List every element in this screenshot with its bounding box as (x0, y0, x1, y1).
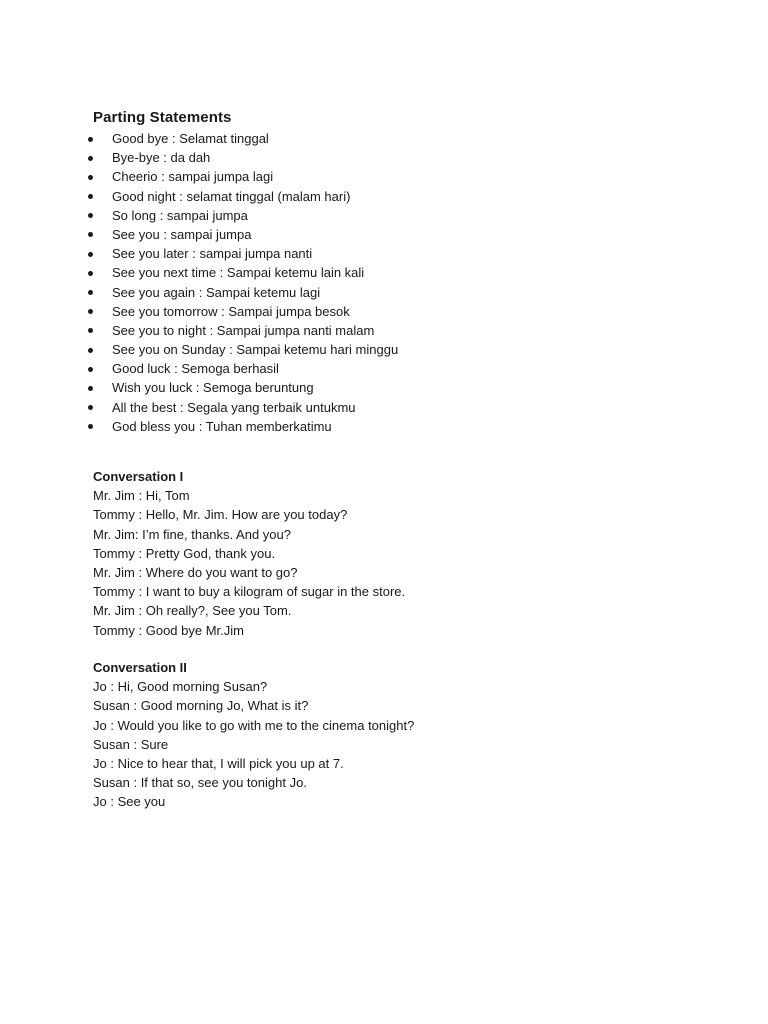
dialogue-line: Jo : Nice to hear that, I will pick you up at 7. (93, 755, 344, 771)
bullet-icon (88, 328, 93, 333)
page-title: Parting Statements (93, 109, 232, 126)
statement-text: Good luck : Semoga berhasil (112, 361, 279, 377)
bullet-icon (88, 213, 93, 218)
list-item (88, 225, 398, 244)
statement-text: See you later : sampai jumpa nanti (112, 246, 313, 262)
conversation-two-title: Conversation II (93, 660, 187, 675)
dialogue-line: Tommy : Pretty God, thank you. (93, 545, 276, 561)
dialogue-line: Susan : If that so, see you tonight Jo. (93, 775, 307, 791)
dialogue-line: Mr. Jim : Hi, Tom (93, 488, 190, 504)
bullet-icon (88, 309, 93, 314)
statement-text: Cheerio : sampai jumpa lagi (112, 169, 274, 185)
statement-text: Wish you luck : Semoga beruntung (112, 380, 314, 396)
bullet-icon (88, 232, 93, 237)
dialogue-line: Tommy : Hello, Mr. Jim. How are you today? (93, 507, 348, 523)
list-item (88, 167, 398, 186)
conversation-one (93, 467, 405, 640)
list-item (88, 148, 398, 167)
dialogue-line: Jo : Would you like to go with me to the cinema tonight? (93, 717, 415, 733)
bullet-icon (88, 252, 93, 257)
statement-text: So long : sampai jumpa (112, 207, 248, 223)
bullet-icon (88, 156, 93, 161)
bullet-icon (88, 271, 93, 276)
conversation-one-title: Conversation I (93, 469, 184, 484)
bullet-icon (88, 348, 93, 353)
dialogue-line: Mr. Jim : Where do you want to go? (93, 564, 298, 580)
dialogue-line: Mr. Jim: I’m fine, thanks. And you? (93, 526, 291, 542)
bullet-icon (88, 405, 93, 410)
bullet-icon (88, 194, 93, 199)
statement-text: See you again : Sampai ketemu lagi (112, 284, 321, 300)
statement-text: All the best : Segala yang terbaik untukmu (112, 399, 356, 415)
statement-text: See you next time : Sampai ketemu lain kali (112, 265, 365, 281)
list-item (88, 283, 398, 302)
statement-text: See you to night : Sampai jumpa nanti malam (112, 322, 375, 338)
list-item (88, 244, 398, 263)
dialogue-line: Susan : Good morning Jo, What is it? (93, 698, 309, 714)
dialogue-line: Jo : See you (93, 794, 166, 810)
list-item (88, 302, 398, 321)
list-item (88, 378, 398, 397)
parting-statements-list (88, 129, 398, 436)
list-item (88, 398, 398, 417)
statement-text: Good bye : Selamat tinggal (112, 131, 269, 146)
list-item (88, 263, 398, 282)
dialogue-line: Tommy : I want to buy a kilogram of sugar in the store. (93, 584, 406, 600)
statement-text: Bye-bye : da dah (112, 150, 211, 166)
list-item (88, 321, 398, 340)
statement-text: See you : sampai jumpa (112, 226, 252, 242)
statement-text: See you tomorrow : Sampai jumpa besok (112, 303, 350, 319)
bullet-icon (88, 424, 93, 429)
dialogue-line: Jo : Hi, Good morning Susan? (93, 679, 268, 695)
list-item (88, 206, 398, 225)
statement-text: Good night : selamat tinggal (malam hari) (112, 188, 351, 204)
statement-text: God bless you : Tuhan memberkatimu (112, 418, 332, 434)
list-item (88, 359, 398, 378)
conversation-two (93, 658, 414, 812)
bullet-icon (88, 290, 93, 295)
list-item (88, 129, 398, 148)
list-item (88, 417, 398, 436)
list-item (88, 340, 398, 359)
dialogue-line: Mr. Jim : Oh really?, See you Tom. (93, 603, 292, 619)
bullet-icon (88, 137, 93, 142)
dialogue-line: Susan : Sure (93, 736, 169, 752)
bullet-icon (88, 175, 93, 180)
bullet-icon (88, 386, 93, 391)
bullet-icon (88, 367, 93, 372)
list-item (88, 187, 398, 206)
dialogue-line: Tommy : Good bye Mr.Jim (93, 622, 244, 638)
statement-text: See you on Sunday : Sampai ketemu hari minggu (112, 342, 399, 358)
